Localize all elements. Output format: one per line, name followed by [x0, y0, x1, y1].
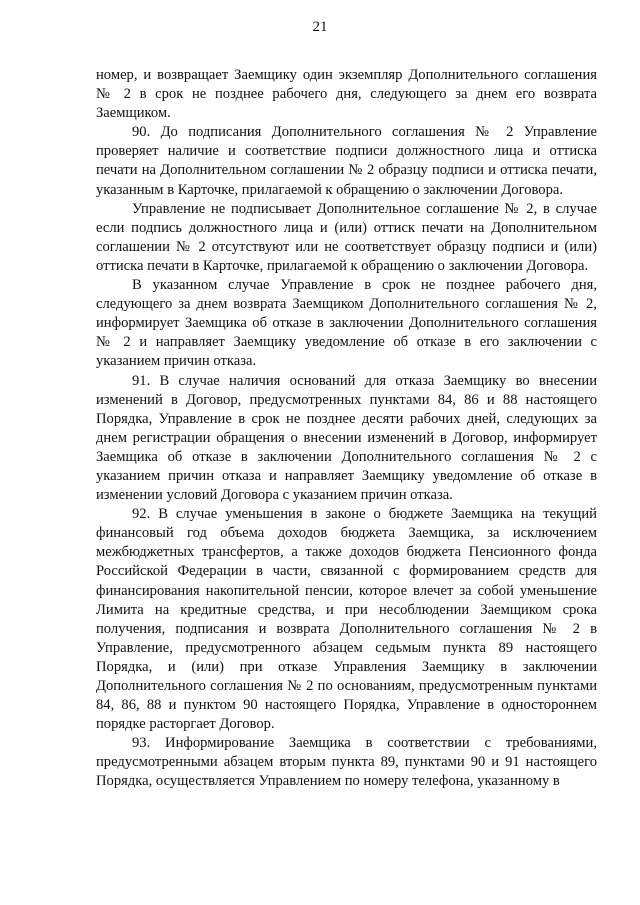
paragraph-refusal-to-sign: Управление не подписывает Дополнительное соглашение № 2, в случае если подпись должностного лица и (или) оттиск печати на Дополнительном соглашении № 2 отсутствуют или не соответствует образцу подписи и (или) оттиска печати в Карточке, прилагаемой к обращению о заключении Договора.: [96, 200, 597, 274]
paragraph-clause-91: 91. В случае наличия оснований для отказа Заемщику во внесении изменений в Договор, предусмотренных пунктами 84, 86 и 88 настоящего Порядка, Управление в срок не позднее десяти рабочих дней, следующих за днем регистрации обращения о внесении изменений в Договор, информирует Заемщика об отказе в заключении Дополнительного соглашения № 2 с указанием причин отказа и направляет Заемщику уведомление об отказе в изменении условий Договора с указанием причин отказа.: [96, 372, 597, 504]
paragraph-refusal-notice: В указанном случае Управление в срок не позднее рабочего дня, следующего за днем возврата Заемщиком Дополнительного соглашения № 2, информирует Заемщика об отказе в заключении Дополнительного соглашения № 2 и направляет Заемщику уведомление об отказе в его заключении с указанием причин отказа.: [96, 277, 597, 370]
paragraph-clause-92: 92. В случае уменьшения в законе о бюджете Заемщика на текущий финансовый год объема доходов бюджета Заемщика, за исключением межбюджетных трансфертов, а также доходов бюджета Пенсионного фонда Российской Федерации в части, связанной с формированием средств для финансирования накопительной пенсии, которое влечет за собой уменьшение Лимита на кредитные средства, и при несоблюдении Заемщиком срока получения, подписания и возврата Дополнительного соглашения № 2 в Управление, предусмотренного абзацем седьмым пункта 89 настоящего Порядка, и (или) при отказе Управления Заемщику в заключении Дополнительного соглашения № 2 по основаниям, предусмотренным пунктами 84, 86, 88 и пунктом 90 настоящего Порядка, Управление в одностороннем порядке расторгает Договор.: [96, 506, 597, 733]
document-body: [96, 66, 597, 792]
paragraph-clause-93: 93. Информирование Заемщика в соответствии с требованиями, предусмотренными абзацем вторым пункта 89, пунктами 90 и 91 настоящего Порядка, осуществляется Управлением по номеру телефона, указанному в: [96, 735, 597, 790]
page-number: 21: [312, 19, 328, 35]
paragraph-continuation: номер, и возвращает Заемщику один экземпляр Дополнительного соглашения № 2 в срок не позднее рабочего дня, следующего за днем его возврата Заемщиком.: [96, 67, 597, 122]
paragraph-clause-90: 90. До подписания Дополнительного соглашения № 2 Управление проверяет наличие и соответствие подписи должностного лица и оттиска печати на Дополнительном соглашении № 2 образцу подписи и оттиска печати, указанным в Карточке, прилагаемой к обращению о заключении Договора.: [96, 124, 597, 198]
